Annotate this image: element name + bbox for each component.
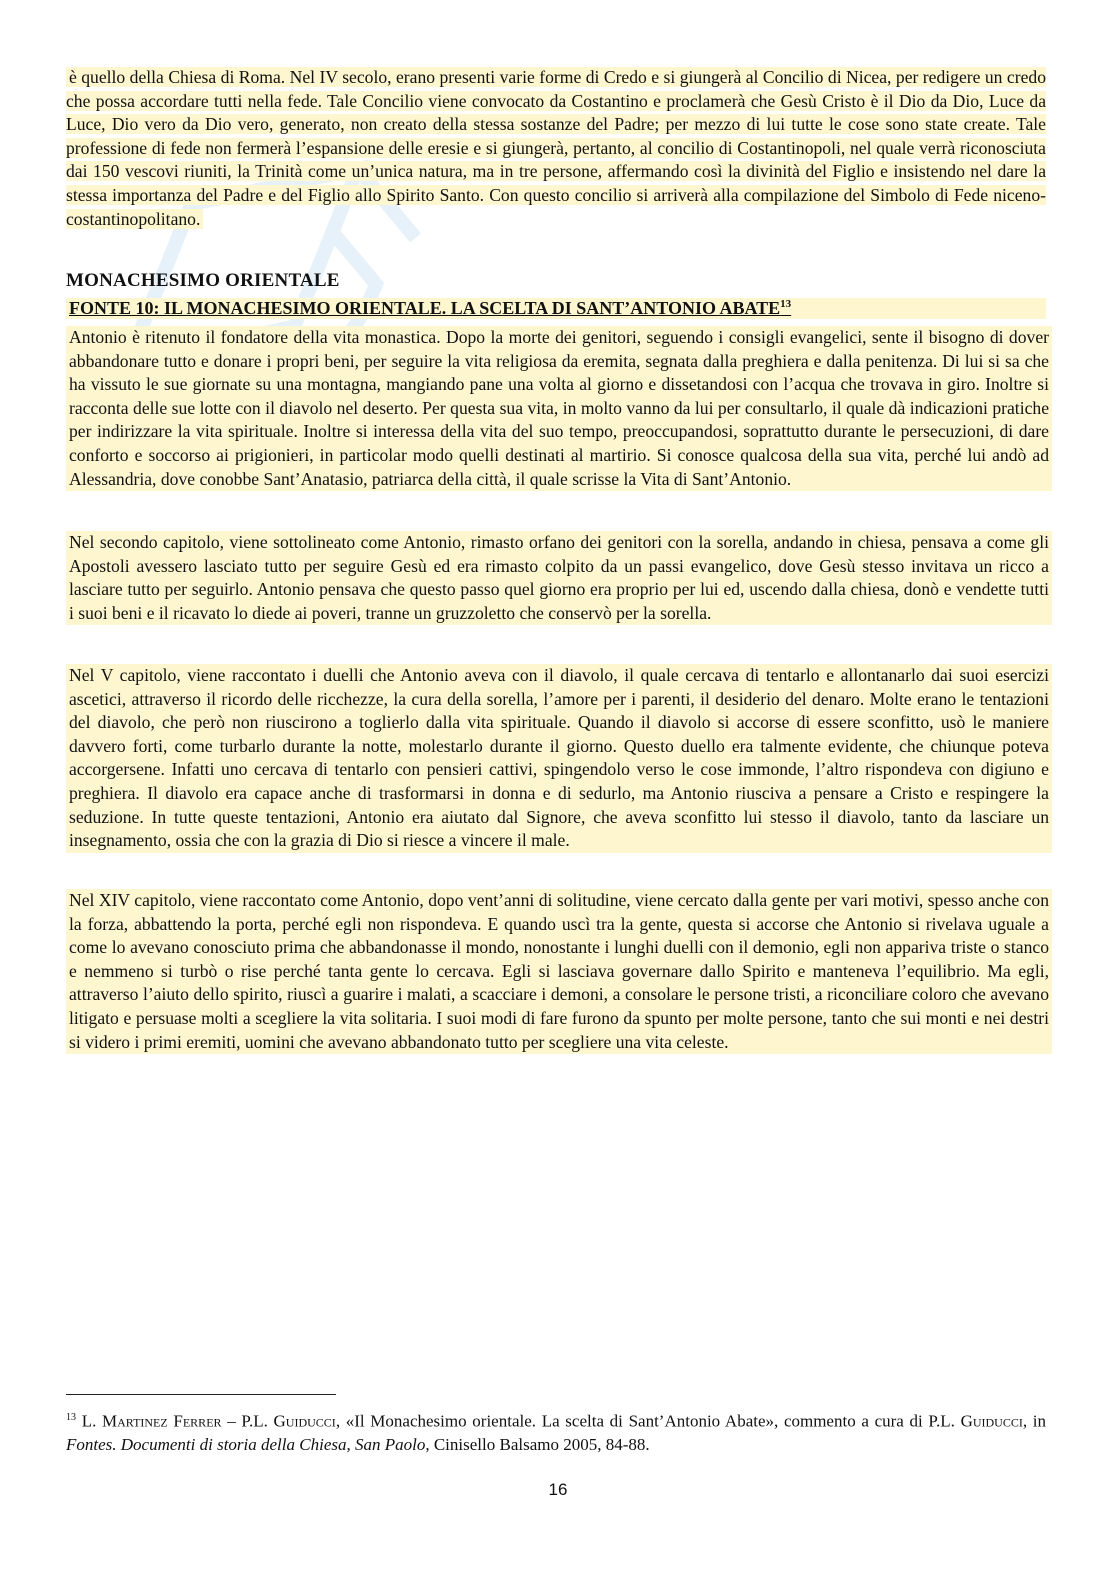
footnote-tail: , Cinisello Balsamo 2005, 84-88. xyxy=(425,1434,650,1454)
paragraph-antonio-intro: Antonio è ritenuto il fondatore della vita monastica. Dopo la morte dei genitori, seguendo i consigli evangelici, sente il bisogno di dover abbandonare tutto e donare i propri beni, per seguire la vita religiosa da eremita, segnata dalla preghiera e dalla penitenza. Di lui si sa che ha vissuto le sue giornate su una montagna, mangiando pane una volta al giorno e dissetandosi con l’acqua che trovava in giro. Inoltre si racconta delle sue lotte con il diavolo nel deserto. Per questa sua vita, in molto vanno da lui per consultarlo, il quale dà indicazioni pratiche per indirizzare la vita spirituale. Inoltre si interessa della vita del suo tempo, preoccupandosi, soprattutto durante le persecuzioni, di dare conforto e soccorso ai prigionieri, in particolar modo quelli destinati al martirio. Si conosce qualcosa della sua vita, perché lui andò ad Alessandria, dove conobbe Sant’Anatasio, patriarca della città, il quale scrisse la Vita di Sant’Antonio. xyxy=(66,326,1052,491)
paragraph-chapter-5: Nel V capitolo, viene raccontato i duelli che Antonio aveva con il diavolo, il quale cercava di tentarlo e allontanarlo dai suoi esercizi ascetici, attraverso il ricordo delle ricchezze, la cura della sorella, l’amore per i parenti, il desiderio del denaro. Molte erano le tentazioni del diavolo, che però non riuscirono a toglierlo dalla vita spirituale. Quando il diavolo si accorse di essere sconfitto, usò le maniere davvero forti, come turbarlo durante la notte, molestarlo durante il giorno. Questo duello era talmente evidente, che chiunque poteva accorgersene. Infatti uno cercava di tentarlo con pensieri cattivi, spingendolo verso le cose immonde, l’altro rispondeva con digiuno e preghiera. Il diavolo era capace anche di trasformarsi in donna e di sedurlo, ma Antonio riusciva a pensare a Cristo e respingere la seduzione. In tutte queste tentazioni, Antonio era aiutato dal Signore, che aveva sconfitto lui stesso il diavolo, tanto da lasciare un insegnamento, ossia che con la grazia di Dio si riesce a vincere il male. xyxy=(66,664,1052,853)
footnote-number: 13 xyxy=(66,1412,76,1423)
source-heading xyxy=(66,298,1046,319)
footnote-author2-surname: Guiducci xyxy=(273,1411,336,1431)
paragraph-continuation-text: è quello della Chiesa di Roma. Nel IV secolo, erano presenti varie forme di Credo e si giungerà al Concilio di Nicea, per redigere un credo che possa accordare tutti nella fede. Tale Concilio viene convocato da Costantino e proclamerà che Gesù Cristo è il Dio da Dio, Luce da Luce, Dio vero da Dio vero, generato, non creato della stessa sostanze del Padre; per mezzo di lui tutte le cose sono state create. Tale professione di fede non fermerà l’espansione delle eresie e si giungerà, pertanto, al concilio di Costantinopoli, nel quale verrà riconosciuta dai 150 vescovi riuniti, la Trinità come un’unica natura, ma in tre persone, affermando così la divinità del Figlio e insistendo nel dare la stessa importanza del Padre e del Figlio allo Spirito Santo. Con questo concilio si arriverà alla compilazione del Simbolo di Fede niceno-costantinopolitano. xyxy=(66,67,1046,229)
paragraph-continuation xyxy=(66,66,1046,231)
section-heading: MONACHESIMO ORIENTALE xyxy=(66,270,340,291)
footnote-separator xyxy=(66,1394,336,1395)
footnote-in: , in xyxy=(1022,1411,1047,1431)
footnote-ref[interactable]: 13 xyxy=(780,298,792,310)
paragraph-chapter-14: Nel XIV capitolo, viene raccontato come Antonio, dopo vent’anni di solitudine, viene cercato dalla gente per vari motivi, spesso anche con la forza, abbattendo la porta, perché egli non rispondeva. E quando uscì tra la gente, questa si accorse che Antonio si rivelava uguale a come lo avevano conosciuto prima che abbandonasse il mondo, nonostante i lunghi duelli con il demonio, egli non appariva triste o stanco e nemmeno si turbò o rise perché tanta gente lo cercava. Egli si lasciava governare dallo Spirito e manteneva l’equilibrio. Ma egli, attraverso l’aiuto dello spirito, riuscì a guarire i malati, a scacciare i demoni, a consolare le persone tristi, a riconciliare coloro che avevano litigato e persuase molti a scegliere la vita solitaria. I suoi modi di fare furono da spunto per molte persone, tanto che sui monti e nei destri si videro i primi eremiti, uomini che avevano abbandonato tutto per scegliere una vita celeste. xyxy=(66,889,1052,1054)
footnote-author1-initial: L. xyxy=(81,1411,102,1431)
footnote-editor-surname: Guiducci xyxy=(960,1411,1023,1431)
page-number: 16 xyxy=(548,1480,568,1499)
footnote-title: , «Il Monachesimo orientale. La scelta di Sant’Antonio Abate», commento a cura di P.L. xyxy=(335,1411,961,1431)
footnote-separator-text: – P.L. xyxy=(221,1411,274,1431)
paragraph-chapter-2: Nel secondo capitolo, viene sottolineato come Antonio, rimasto orfano dei genitori con la sorella, andando in chiesa, pensava a come gli Apostoli avessero lasciato tutto per seguire Gesù ed era rimasto colpito da un passi evangelico, dove Gesù stesso invitava un ricco a lasciare tutto per seguirlo. Antonio pensava che questo passo quel giorno era proprio per lui ed, uscendo dalla chiesa, donò e vendette tutti i suoi beni e il ricavato lo diede ai poveri, tranne un gruzzoletto che conservò per la sorella. xyxy=(66,531,1052,625)
footnote-author1-surname: Martinez Ferrer xyxy=(102,1411,222,1431)
source-heading-text: FONTE 10: IL MONACHESIMO ORIENTALE. LA SCELTA DI SANT’ANTONIO ABATE xyxy=(69,298,781,318)
footnote xyxy=(66,1406,1046,1456)
footnote-work-title: Fontes. Documenti di storia della Chiesa, San Paolo xyxy=(66,1434,426,1454)
